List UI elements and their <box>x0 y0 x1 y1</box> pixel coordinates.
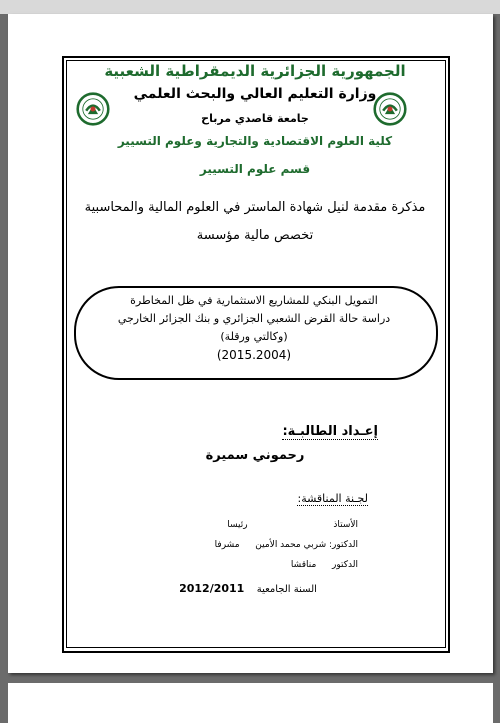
viewer-toolbar <box>0 0 500 14</box>
committee-row-2 <box>158 540 358 550</box>
author-name: رحموني سميرة <box>205 448 305 463</box>
republic-heading: الجمهورية الجزائرية الديمقراطية الشعبية <box>104 62 406 80</box>
committee-row-3 <box>168 560 358 570</box>
academic-year <box>128 582 368 595</box>
degree-statement: مذكرة مقدمة لنيل شهادة الماستر في العلوم المالية والمحاسبية <box>84 200 426 215</box>
department-heading: قسم علوم التسيير <box>199 162 311 176</box>
author-label-text: إعـداد الطالبـة: <box>282 424 378 439</box>
faculty-heading: كلية العلوم الاقتصادية والتجارية وعلوم التسيير <box>117 134 393 148</box>
committee-title: الدكتور: <box>329 540 358 550</box>
committee-name: شربي محمد الأمين <box>255 540 327 550</box>
committee-role: رئيسا <box>227 520 248 530</box>
committee-label-text: لجـنة المناقشة: <box>297 492 368 505</box>
committee-row-1 <box>168 520 358 530</box>
university-heading: جامعة قاصدي مرباح <box>201 112 309 125</box>
thesis-title-years: (2015.2004) <box>216 348 292 362</box>
author-label <box>208 424 378 439</box>
ministry-heading: وزارة التعليم العالي والبحث العلمي <box>133 86 377 102</box>
committee-role: مناقشا <box>290 560 317 570</box>
thesis-title-line1: التمويل البنكي للمشاريع الاستثمارية في ظل المخاطرة <box>130 294 378 307</box>
next-page-edge <box>8 683 493 723</box>
committee-role: مشرفا <box>214 540 240 550</box>
committee-title: الأستاذ <box>333 520 358 530</box>
document-page <box>8 14 493 673</box>
committee-label <box>208 492 368 505</box>
academic-year-label: السنة الجامعية <box>256 584 317 595</box>
specialty-statement: تخصص مالية مؤسسة <box>196 228 314 243</box>
committee-title: الدكتور <box>332 560 358 570</box>
thesis-title-line3: (وكالتي ورقلة) <box>220 330 288 343</box>
thesis-title-line2: دراسة حالة القرض الشعبي الجزائري و بنك الجزائر الخارجي <box>117 312 391 325</box>
academic-year-value: 2012/2011 <box>179 582 245 595</box>
